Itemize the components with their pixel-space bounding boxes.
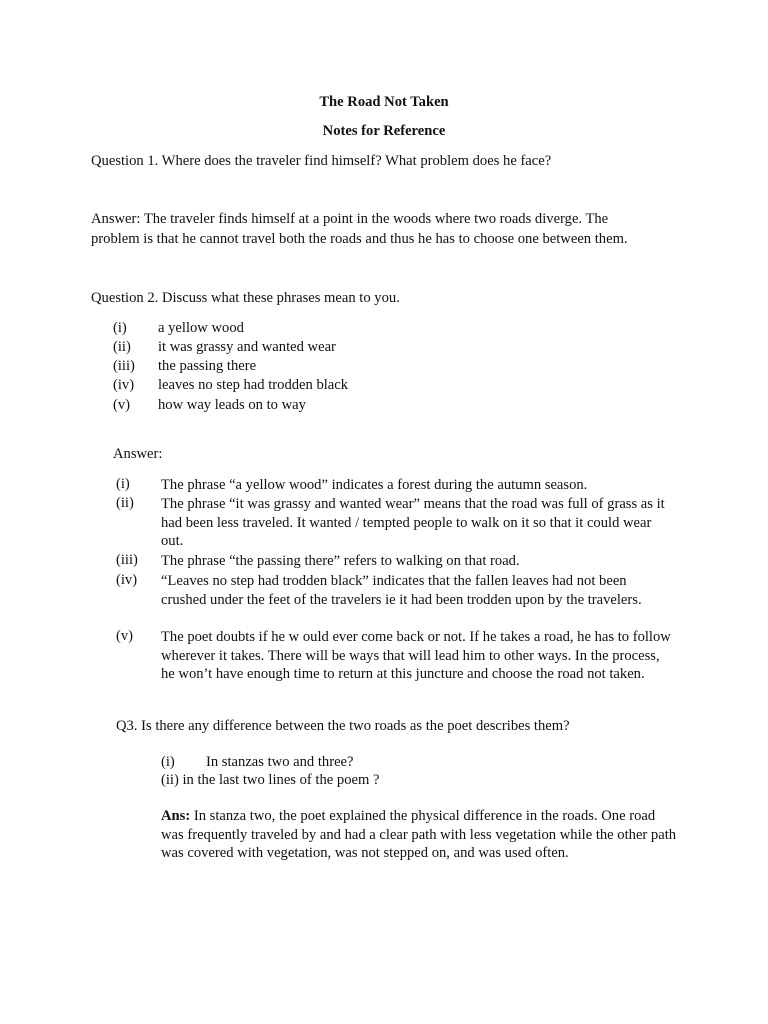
list-item: it was grassy and wanted wear (158, 339, 336, 355)
question-1: Question 1. Where does the traveler find himself? What problem does he face? (91, 153, 552, 169)
list-item-number: (v) (113, 397, 131, 413)
answer-1: Answer: The traveler finds himself at a point in the woods where two roads diverge. The problem is that he cannot travel both the roads and thus he has to choose one between them. (91, 211, 628, 247)
list-item-number: (iv) (116, 572, 138, 588)
list-item: The phrase “it was grassy and wanted wear” means that the road was full of grass as it had been less traveled. It wanted / tempted people to walk on it so that it could wear out. (161, 496, 665, 549)
list-item-number: (i) (113, 320, 127, 336)
list-item-number: (ii) (116, 495, 134, 511)
list-item: The phrase “a yellow wood” indicates a forest during the autumn season. (161, 477, 588, 493)
list-item: leaves no step had trodden black (158, 377, 349, 393)
list-item-number: (ii) (113, 339, 131, 355)
list-item: the passing there (158, 358, 257, 374)
list-item-number: (i) (161, 754, 175, 770)
question-2: Question 2. Discuss what these phrases mean to you. (91, 290, 400, 306)
list-item: how way leads on to way (158, 397, 306, 413)
list-item-number: (iv) (113, 377, 135, 393)
list-item-number: (i) (116, 476, 130, 492)
ans-text: In stanza two, the poet explained the physical difference in the roads. One road was frequently traveled by and had a clear path with less vegetation while the other path was covered with vegetation, was not stepped on, and was used often. (161, 808, 677, 861)
list-item-number: (iii) (116, 552, 138, 568)
answer-3 (161, 807, 679, 863)
list-item: a yellow wood (158, 320, 244, 336)
page-title: The Road Not Taken (319, 94, 449, 110)
list-item: “Leaves no step had trodden black” indicates that the fallen leaves had not been crushed under the feet of the travelers ie it had been trodden upon by the travelers. (161, 573, 642, 608)
page-subtitle: Notes for Reference (322, 123, 446, 139)
list-item: (ii) in the last two lines of the poem ? (161, 772, 380, 788)
list-item: In stanzas two and three? (206, 754, 354, 770)
list-item: The phrase “the passing there” refers to walking on that road. (161, 553, 520, 569)
list-item-number: (v) (116, 628, 134, 644)
question-3: Q3. Is there any difference between the two roads as the poet describes them? (116, 718, 570, 734)
list-item-number: (iii) (113, 358, 135, 374)
answer-label: Answer: (113, 446, 163, 462)
list-item: The poet doubts if he w ould ever come back or not. If he takes a road, he has to follow wherever it takes. There will be ways that will lead him to other ways. In the process, he won’t have enough time to return at this juncture and choose the road not taken. (161, 629, 671, 682)
ans-label: Ans: (161, 808, 191, 824)
